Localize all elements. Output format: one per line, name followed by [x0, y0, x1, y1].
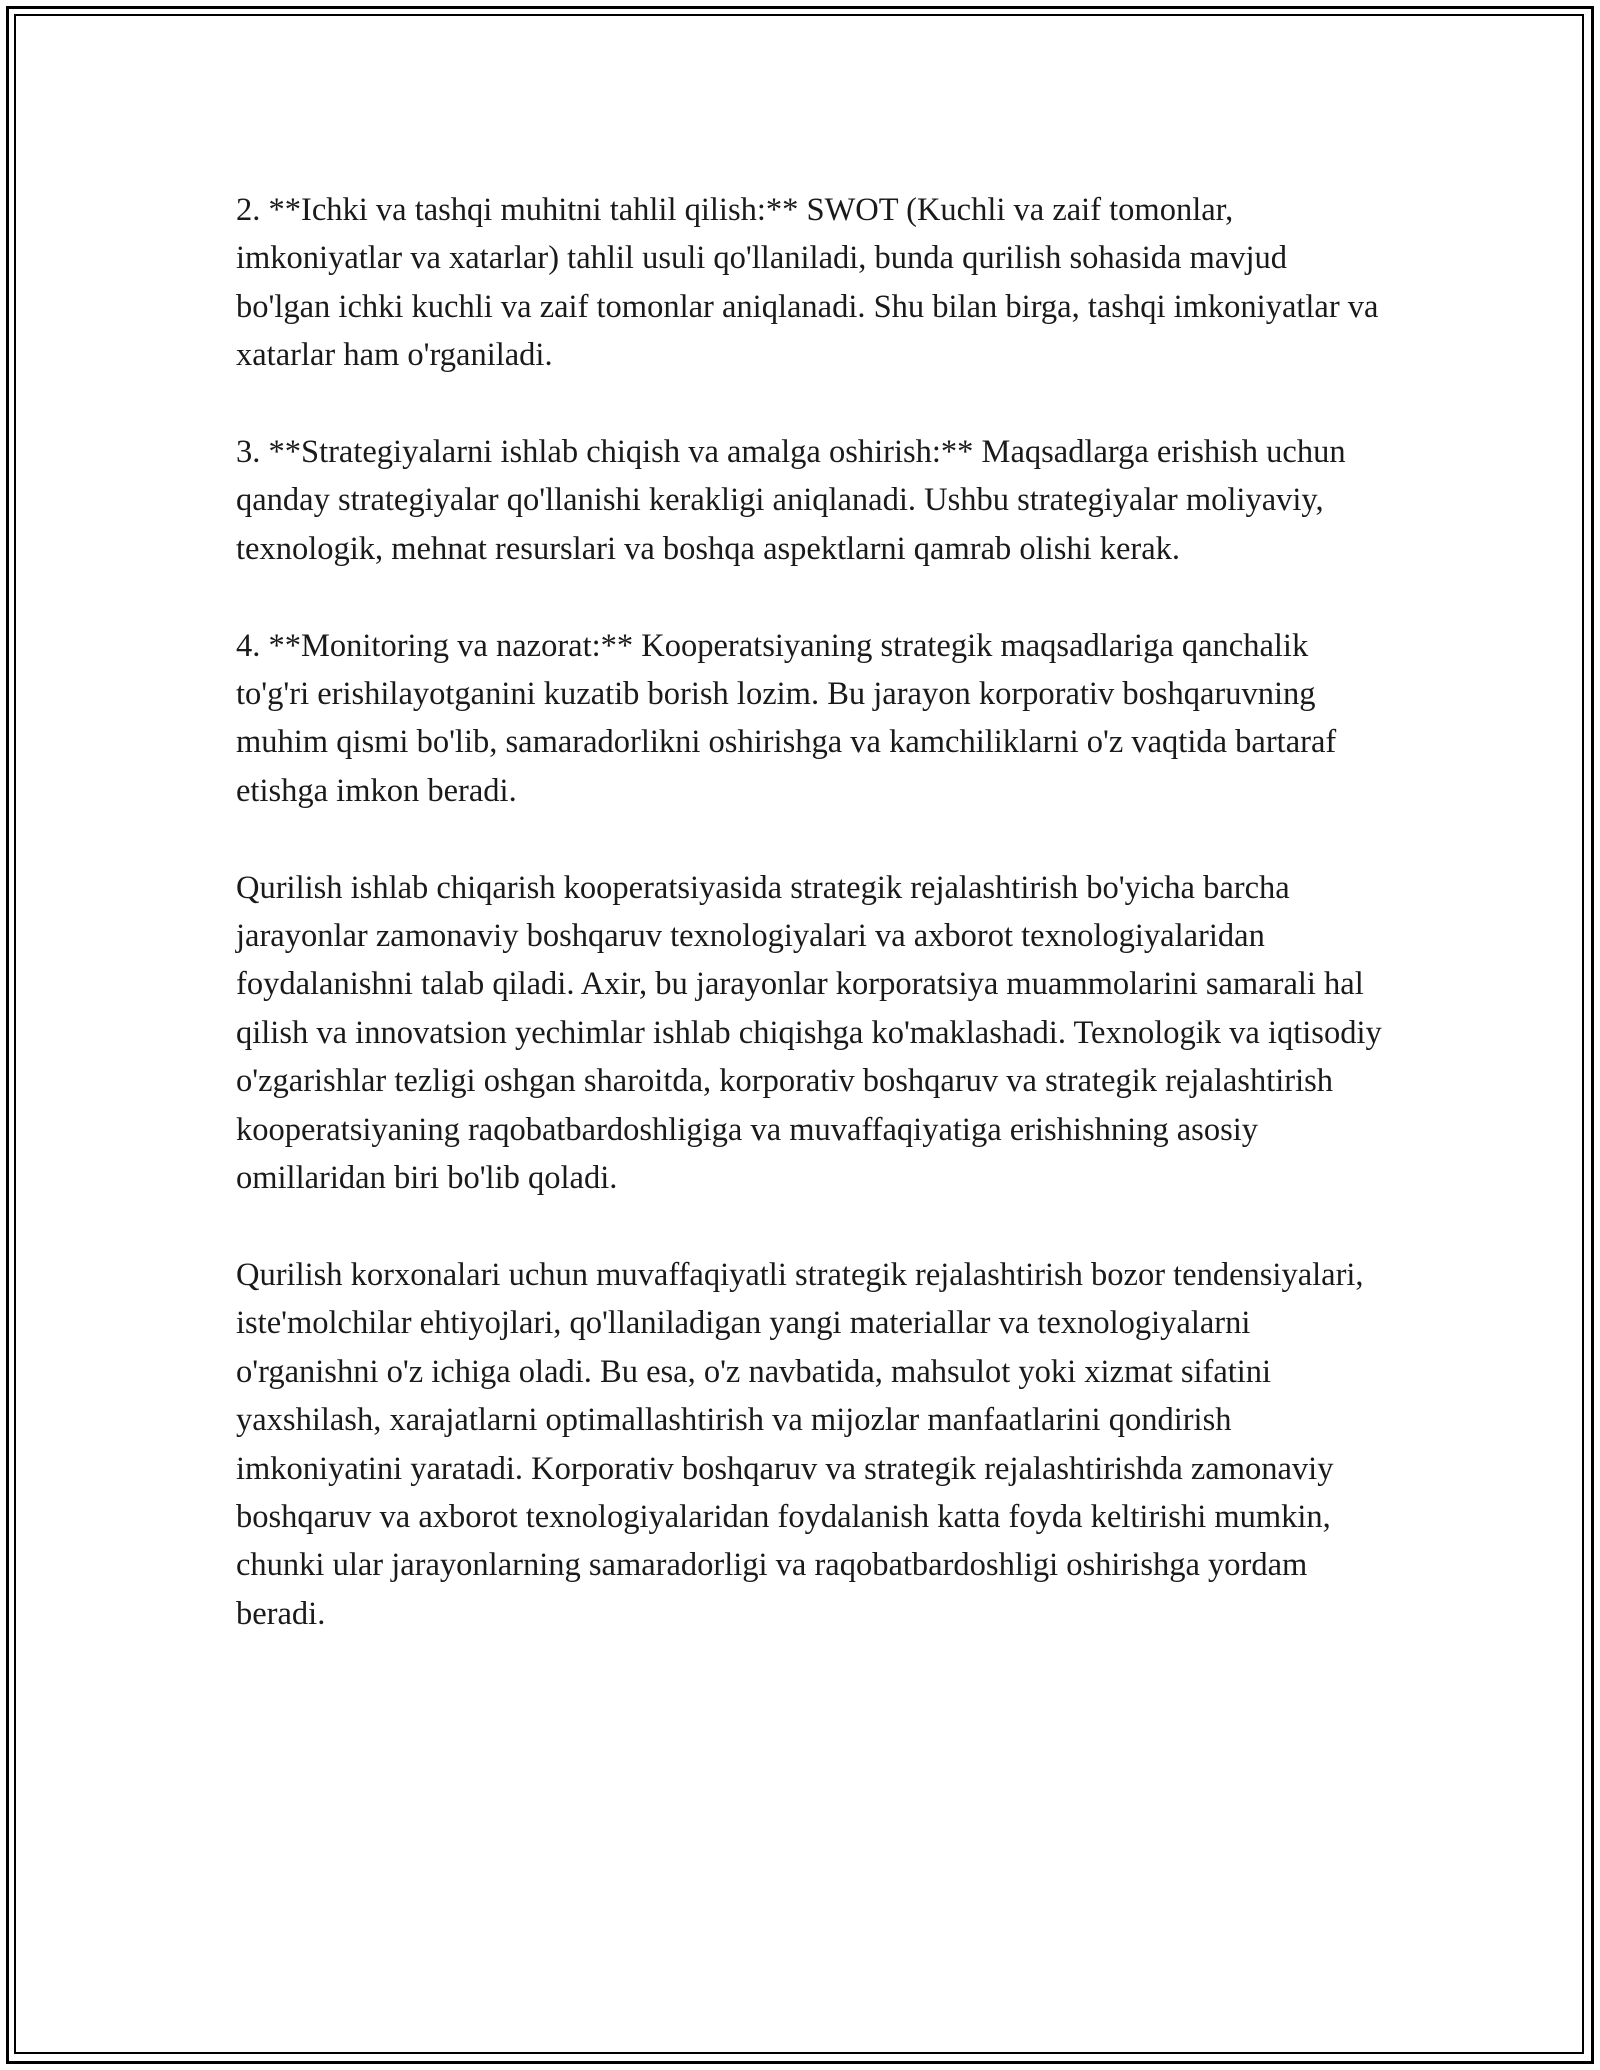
- paragraph-swot-analysis: 2. **Ichki va tashqi muhitni tahlil qilish:** SWOT (Kuchli va zaif tomonlar, imkoniyatlar va xatarlar) tahlil usuli qo'llaniladi, bunda qurilish sohasida mavjud bo'lgan ichki kuchli va zaif tomonlar aniqlanadi. Shu bilan birga, tashqi imkoniyatlar va xatarlar ham o'rganiladi.: [236, 192, 1379, 374]
- paragraph-monitoring: 4. **Monitoring va nazorat:** Kooperatsiyaning strategik maqsadlariga qanchalik to'g'ri erishilayotganini kuzatib borish lozim. Bu jarayon korporativ boshqaruvning muhim qismi bo'lib, samaradorlikni oshirishga va kamchiliklarni o'z vaqtida bartaraf etishga imkon beradi.: [236, 627, 1337, 809]
- paragraph-construction-planning: Qurilish korxonalari uchun muvaffaqiyatli strategik rejalashtirish bozor tendensiyalari, iste'molchilar ehtiyojlari, qo'llaniladigan yangi materiallar va texnologiyalarni o'rganishni o'z ichiga oladi. Bu esa, o'z navbatida, mahsulot yoki xizmat sifatini yaxshilash, xarajatlarni optimallashtirish va mijozlar manfaatlarini qondirish imkoniyatini yaratadi. Korporativ boshqaruv va strategik rejalashtirishda zamonaviy boshqaruv va axborot texnologiyalaridan foydalanish katta foyda keltirishi mumkin, chunki ular jarayonlarning samaradorligi va raqobatbardoshligi oshirishga yordam beradi.: [236, 1256, 1364, 1632]
- document-body: [236, 186, 1386, 1638]
- paragraph-strategy-development: 3. **Strategiyalarni ishlab chiqish va amalga oshirish:** Maqsadlarga erishish uchun qanday strategiyalar qo'llanishi kerakligi aniqlanadi. Ushbu strategiyalar moliyaviy, texnologik, mehnat resurslari va boshqa aspektlarni qamrab olishi kerak.: [236, 434, 1346, 567]
- paragraph-technology-requirements: Qurilish ishlab chiqarish kooperatsiyasida strategik rejalashtirish bo'yicha barcha jarayonlar zamonaviy boshqaruv texnologiyalari va axborot texnologiyalaridan foydalanishni talab qiladi. Axir, bu jarayonlar korporatsiya muammolarini samarali hal qilish va innovatsion yechimlar ishlab chiqishga ko'maklashadi. Texnologik va iqtisodiy o'zgarishlar tezligi oshgan sharoitda, korporativ boshqaruv va strategik rejalashtirish kooperatsiyaning raqobatbardoshligiga va muvaffaqiyatiga erishishning asosiy omillaridan biri bo'lib qoladi.: [236, 869, 1382, 1197]
